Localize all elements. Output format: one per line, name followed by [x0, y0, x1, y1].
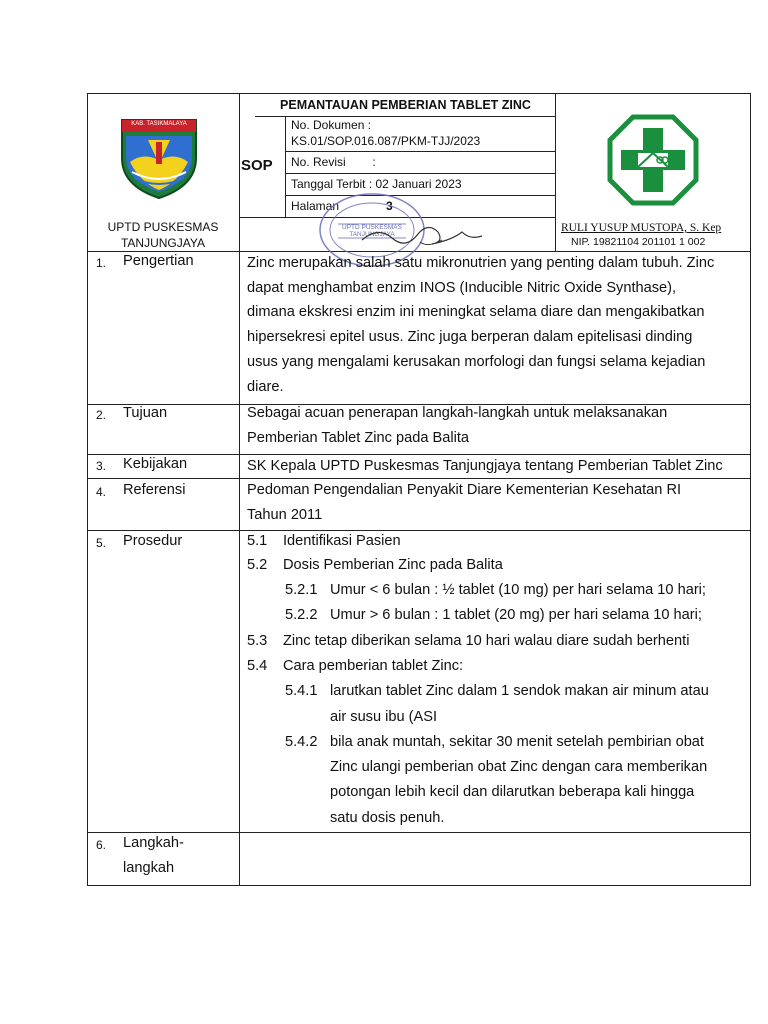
procedure-item-text: Umur > 6 bulan : 1 tablet (20 mg) per hari selama 10 hari;: [330, 607, 702, 623]
signer-name: RULI YUSUP MUSTOPA, S. Kep: [561, 222, 722, 234]
section-5-title: Prosedur: [123, 533, 183, 549]
procedure-item-text: larutkan tablet Zinc dalam 1 sendok makan air minum atau: [330, 683, 709, 699]
section-1-line: hipersekresi epitel usus. Zinc juga berperan dalam epitelisasi dinding: [247, 329, 693, 345]
stamp-text: UPTD PUSKESMAS TANJUNGJAYA: [342, 224, 402, 238]
section-1-line: usus yang mengalami kerusakan morfologi dan fungsi selama kejadian: [247, 354, 706, 370]
no-dokumen-label: No. Dokumen :: [291, 118, 372, 132]
section-2-title: Tujuan: [123, 405, 168, 421]
regency-logo: [118, 114, 200, 200]
signer-nip: NIP. 19821104 201101 1 002: [571, 236, 706, 248]
puskesmas-logo: [607, 114, 699, 206]
procedure-item-continuation: Zinc ulangi pemberian obat Zinc dengan cara memberikan: [330, 759, 708, 775]
section-1-line: Zinc merupakan salah satu mikronutrien yang penting dalam tubuh. Zinc: [247, 255, 715, 271]
section-1-line: diare.: [247, 379, 284, 395]
procedure-item-number: 5.2.1: [285, 582, 318, 598]
procedure-item-text: Umur < 6 bulan : ½ tablet (10 mg) per hari selama 10 hari;: [330, 582, 706, 598]
regency-logo-text: KAB. TASIKMALAYA: [131, 121, 187, 127]
section-6-number: 6.: [96, 838, 107, 852]
section-6-title-line1: Langkah-: [123, 835, 184, 851]
document-title: PEMANTAUAN PEMBERIAN TABLET ZINC: [280, 98, 531, 112]
section-2-line: Pemberian Tablet Zinc pada Balita: [247, 430, 470, 446]
section-3-title: Kebijakan: [123, 456, 188, 472]
section-4-number: 4.: [96, 485, 107, 499]
section-3-number: 3.: [96, 459, 107, 473]
procedure-item-text: Zinc tetap diberikan selama 10 hari walau diare sudah berhenti: [283, 633, 690, 649]
section-1-line: dimana ekskresi enzim ini meningkat selama diare dan mengakibatkan: [247, 304, 705, 320]
procedure-item-number: 5.4.1: [285, 683, 318, 699]
no-dokumen-value: KS.01/SOP.016.087/PKM-TJJ/2023: [291, 134, 481, 148]
org-line2: TANJUNGJAYA: [120, 236, 205, 250]
section-1-number: 1.: [96, 256, 107, 270]
section-2-line: Sebagai acuan penerapan langkah-langkah untuk melaksanakan: [247, 405, 668, 421]
halaman-label: Halaman: [291, 199, 340, 213]
section-5-number: 5.: [96, 536, 107, 550]
halaman-value: 3: [386, 199, 393, 213]
procedure-item-number: 5.4: [247, 658, 268, 674]
sop-label: SOP: [241, 157, 273, 174]
procedure-item-number: 5.2: [247, 557, 268, 573]
signature: [358, 218, 488, 252]
procedure-item-number: 5.3: [247, 633, 268, 649]
section-4-title: Referensi: [123, 482, 186, 498]
section-2-number: 2.: [96, 408, 107, 422]
procedure-item-text: Identifikasi Pasien: [283, 533, 401, 549]
procedure-item-continuation: potongan lebih kecil dan dilarutkan beberapa kali hingga: [330, 784, 695, 800]
procedure-item-number: 5.4.2: [285, 734, 318, 750]
procedure-item-number: 5.2.2: [285, 607, 318, 623]
section-6-title-line2: langkah: [123, 860, 175, 876]
section-4-line: Tahun 2011: [247, 507, 323, 523]
procedure-item-text: bila anak muntah, sekitar 30 menit setelah pembirian obat: [330, 734, 704, 750]
tanggal-terbit: Tanggal Terbit : 02 Januari 2023: [291, 177, 462, 191]
procedure-item-continuation: satu dosis penuh.: [330, 810, 445, 826]
section-1-line: dapat menghambat enzim INOS (Inducible Nitric Oxide Synthase),: [247, 280, 677, 296]
section-1-title: Pengertian: [123, 253, 194, 269]
section-3-line: SK Kepala UPTD Puskesmas Tanjungjaya tentang Pemberian Tablet Zinc: [247, 458, 723, 474]
no-revisi: No. Revisi :: [291, 155, 376, 169]
procedure-item-text: Cara pemberian tablet Zinc:: [283, 658, 464, 674]
section-4-line: Pedoman Pengendalian Penyakit Diare Kementerian Kesehatan RI: [247, 482, 682, 498]
procedure-item-text: Dosis Pemberian Zinc pada Balita: [283, 557, 503, 573]
procedure-item-number: 5.1: [247, 533, 268, 549]
org-line1: UPTD PUSKESMAS: [107, 220, 219, 234]
procedure-item-continuation: air susu ibu (ASI: [330, 709, 438, 725]
